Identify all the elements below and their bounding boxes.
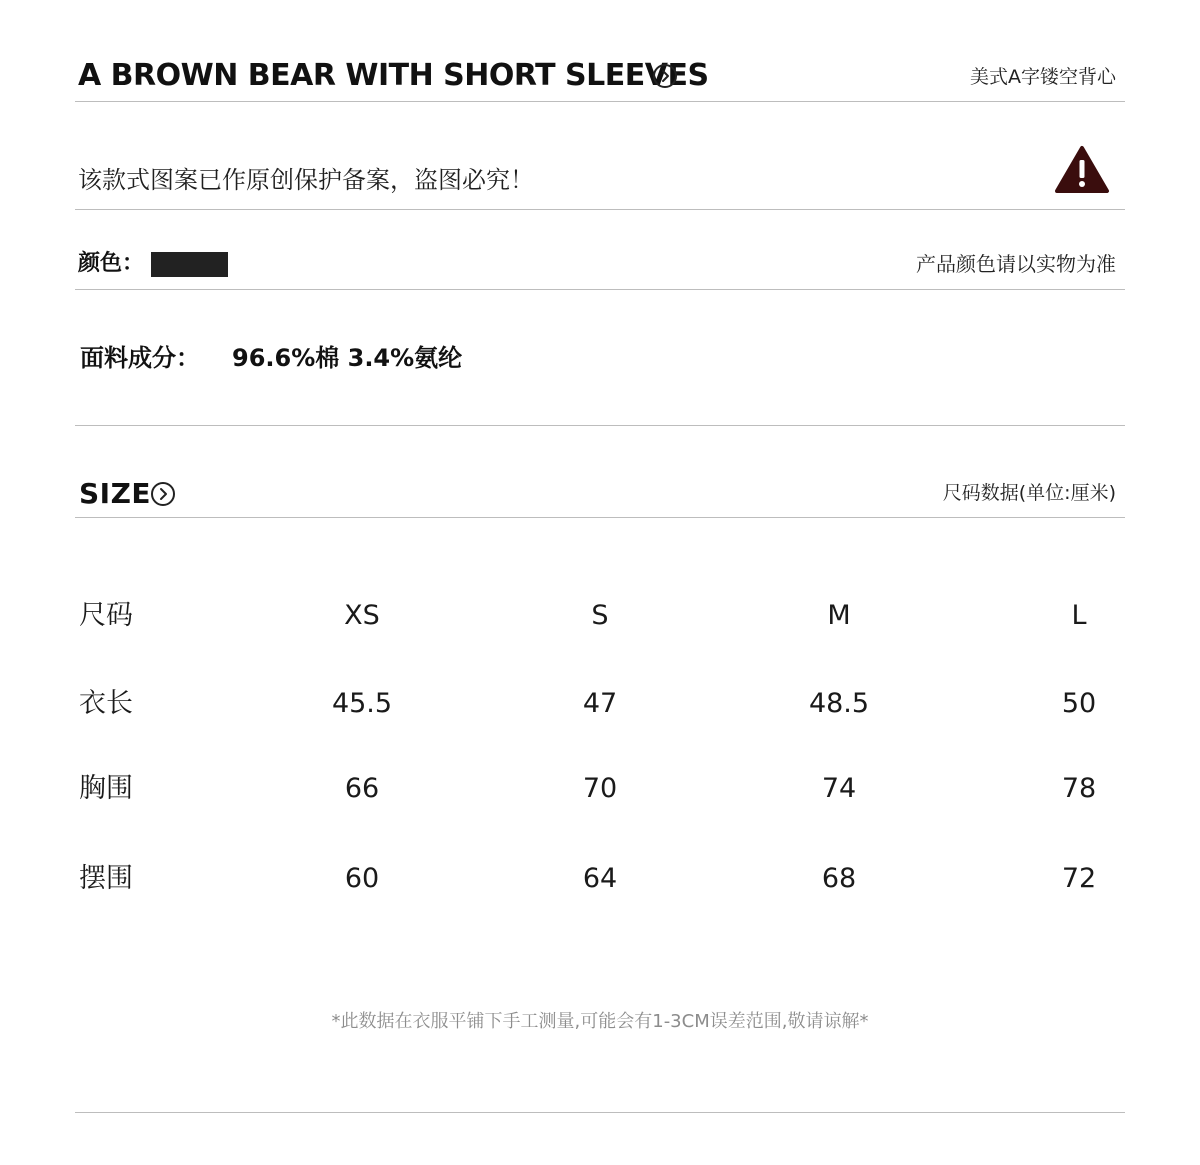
product-subtitle: 美式A字镂空背心 — [970, 66, 1116, 88]
fabric-value: 96.6%棉 3.4%氨纶 — [232, 344, 463, 372]
divider — [75, 209, 1125, 210]
table-row-label: 胸围 — [79, 773, 133, 804]
divider — [75, 101, 1125, 102]
divider — [75, 289, 1125, 290]
table-cell: 47 — [582, 688, 618, 719]
table-cell: 78 — [1061, 773, 1097, 804]
size-unit-note: 尺码数据(单位:厘米) — [942, 482, 1116, 504]
size-header-cell: S — [591, 600, 609, 631]
product-title: A BROWN BEAR WITH SHORT SLEEVES — [78, 58, 709, 93]
table-cell: 70 — [582, 773, 618, 804]
color-note: 产品颜色请以实物为准 — [916, 252, 1116, 276]
table-cell: 64 — [582, 863, 618, 894]
table-cell: 48.5 — [808, 688, 870, 719]
size-title: SIZE — [79, 477, 152, 510]
table-cell: 72 — [1061, 863, 1097, 894]
chevron-circle-right-icon — [151, 482, 175, 506]
divider — [75, 425, 1125, 426]
size-header-cell: XS — [344, 600, 380, 631]
table-cell: 50 — [1061, 688, 1097, 719]
chevron-circle-right-icon — [653, 64, 677, 88]
size-header-cell: M — [827, 600, 851, 631]
measurement-footnote: *此数据在衣服平铺下手工测量,可能会有1-3CM误差范围,敬请谅解* — [331, 1011, 869, 1032]
table-cell: 68 — [821, 863, 857, 894]
fabric-label: 面料成分： — [80, 344, 200, 372]
copyright-notice: 该款式图案已作原创保护备案，盗图必究！ — [78, 166, 534, 194]
divider — [75, 517, 1125, 518]
table-cell: 74 — [821, 773, 857, 804]
table-cell: 45.5 — [331, 688, 393, 719]
table-row-label: 衣长 — [79, 688, 133, 719]
table-cell: 60 — [344, 863, 380, 894]
size-header-label: 尺码 — [79, 600, 133, 631]
warning-triangle-icon — [1054, 145, 1110, 195]
color-label: 颜色： — [78, 251, 145, 276]
color-swatch — [151, 252, 228, 277]
size-header-cell: L — [1071, 600, 1087, 631]
divider — [75, 1112, 1125, 1113]
table-cell: 66 — [344, 773, 380, 804]
table-row-label: 摆围 — [79, 863, 133, 894]
